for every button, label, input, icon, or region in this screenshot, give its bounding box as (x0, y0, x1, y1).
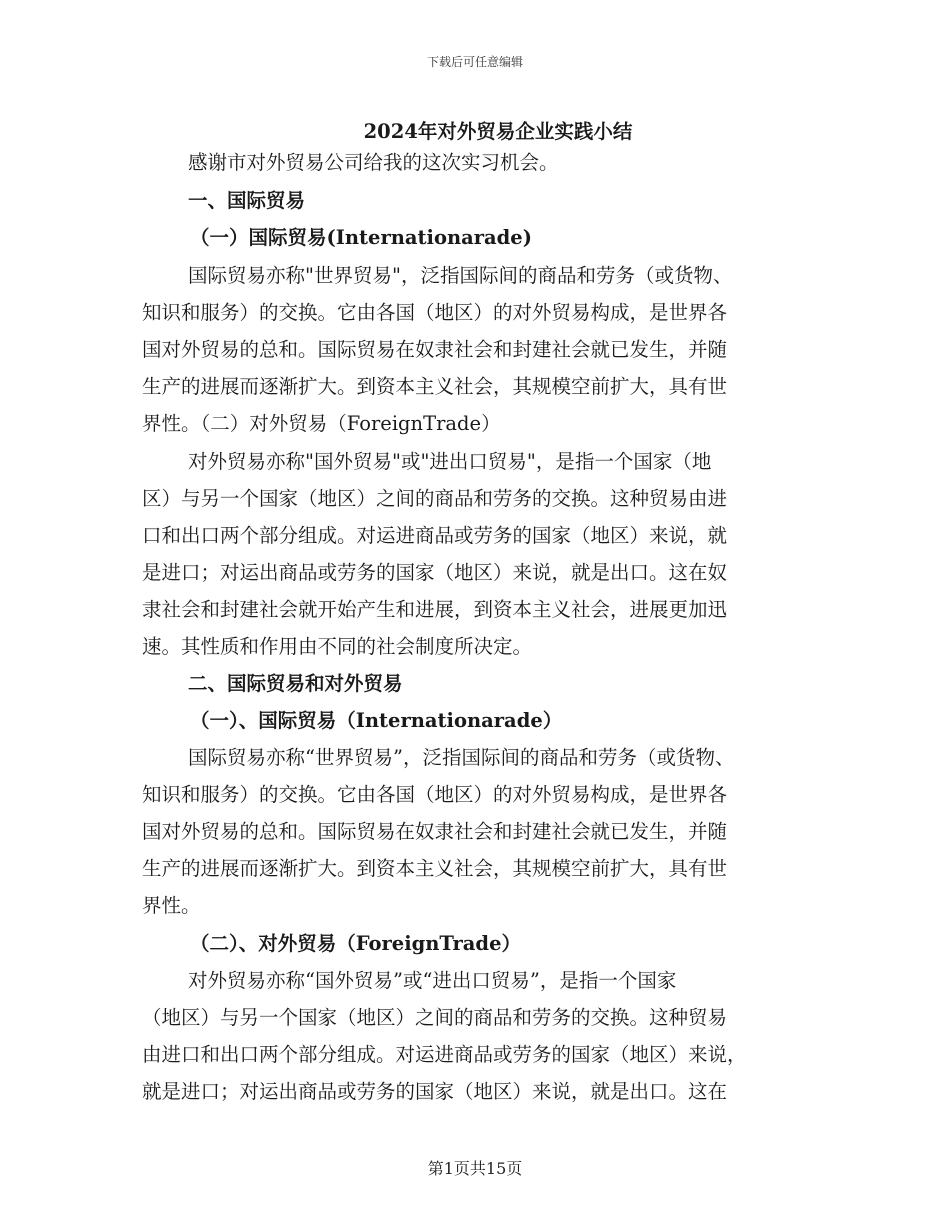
intro-line: 感谢市对外贸易公司给我的这次实习机会。 (188, 151, 559, 174)
paragraph-line: 生产的进展而逐渐扩大。到资本主义社会，其规模空前扩大，具有世 (142, 375, 728, 398)
paragraph-line: （地区）与另一个国家（地区）之间的商品和劳务的交换。这种贸易 (142, 1006, 728, 1029)
paragraph-line: 国际贸易亦称"世界贸易"，泛指国际间的商品和劳务（或货物、 (188, 264, 733, 287)
subsection-heading: （一）国际贸易(Internationarade) (190, 226, 532, 249)
paragraph-line: 界性。 (142, 894, 201, 917)
paragraph-line: 对外贸易亦称"国外贸易"或"进出口贸易"，是指一个国家（地 (188, 450, 712, 473)
page-header: 下载后可任意编辑 (426, 55, 523, 69)
paragraph-line: 隶社会和封建社会就开始产生和进展，到资本主义社会，进展更加迅 (142, 598, 728, 621)
paragraph-line: 速。其性质和作用由不同的社会制度所决定。 (142, 635, 533, 658)
document-title: 2024年对外贸易企业实践小结 (363, 120, 633, 143)
paragraph-line: 知识和服务）的交换。它由各国（地区）的对外贸易构成，是世界各 (142, 783, 728, 806)
paragraph-line: 国对外贸易的总和。国际贸易在奴隶社会和封建社会就已发生，并随 (142, 820, 728, 843)
paragraph-line: 对外贸易亦称“国外贸易”或“进出口贸易”，是指一个国家 (188, 969, 677, 992)
paragraph-line: 国际贸易亦称“世界贸易”，泛指国际间的商品和劳务（或货物、 (188, 746, 735, 769)
paragraph-line: 口和出口两个部分组成。对运进商品或劳务的国家（地区）来说，就 (142, 524, 728, 547)
section-heading: 一、国际贸易 (188, 189, 306, 212)
paragraph-line: 知识和服务）的交换。它由各国（地区）的对外贸易构成，是世界各 (142, 301, 728, 324)
subsection-heading: （一）、国际贸易（Internationarade） (190, 709, 563, 732)
paragraph-line: 是进口；对运出商品或劳务的国家（地区）来说，就是出口。这在奴 (142, 561, 728, 584)
page-footer: 第1页共15页 (427, 1159, 523, 1178)
section-heading: 二、国际贸易和对外贸易 (188, 672, 403, 695)
subsection-heading: （二）、对外贸易（ForeignTrade） (190, 932, 521, 955)
paragraph-line: 区）与另一个国家（地区）之间的商品和劳务的交换。这种贸易由进 (142, 487, 728, 510)
paragraph-line: 生产的进展而逐渐扩大。到资本主义社会，其规模空前扩大，具有世 (142, 857, 728, 880)
paragraph-line: 由进口和出口两个部分组成。对运进商品或劳务的国家（地区）来说， (142, 1043, 747, 1066)
paragraph-line: 界性。（二）对外贸易（ForeignTrade） (142, 412, 501, 435)
paragraph-line: 国对外贸易的总和。国际贸易在奴隶社会和封建社会就已发生，并随 (142, 338, 728, 361)
paragraph-line: 就是进口；对运出商品或劳务的国家（地区）来说，就是出口。这在 (142, 1080, 728, 1103)
